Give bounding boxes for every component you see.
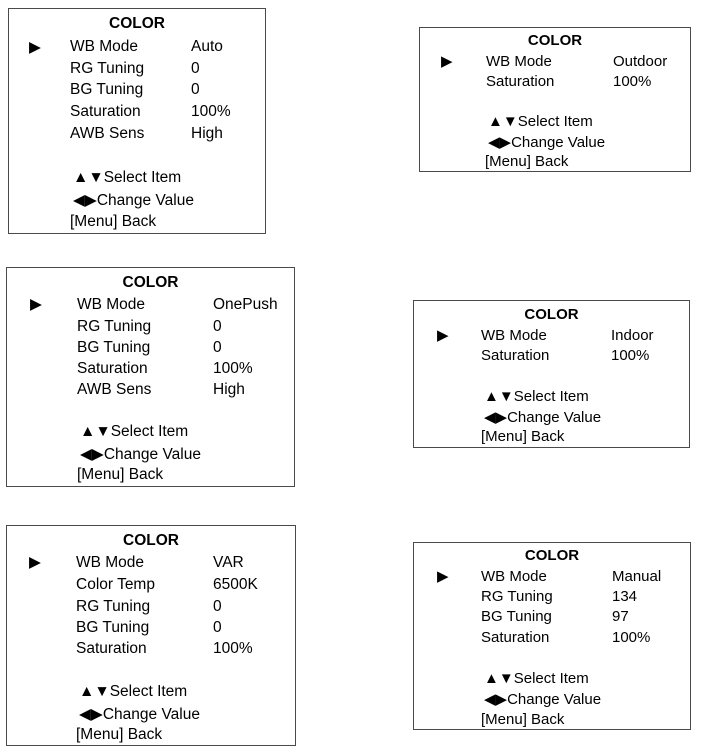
selection-cursor-icon: ▶ — [29, 39, 41, 56]
hint-text: Change Value — [507, 691, 602, 708]
hint-menu-back: [Menu] Back — [70, 213, 157, 230]
row-label: Saturation — [70, 103, 141, 120]
hint-change-value — [80, 445, 201, 464]
row-value: Auto — [191, 38, 223, 55]
menu-title: COLOR — [527, 32, 583, 49]
up-arrow-icon: ▲ — [73, 169, 89, 186]
up-arrow-icon: ▲ — [488, 113, 503, 130]
hint-menu-back: [Menu] Back — [77, 466, 164, 483]
row-label: Saturation — [76, 640, 147, 657]
row-value: 100% — [611, 347, 650, 364]
hint-change-value — [484, 690, 601, 708]
hint-text: Change Value — [96, 192, 194, 209]
down-arrow-icon: ▼ — [94, 683, 110, 700]
row-label: RG Tuning — [76, 598, 151, 615]
selection-cursor-icon: ▶ — [29, 554, 41, 571]
right-arrow-icon: ▶ — [84, 192, 97, 209]
row-value: 0 — [213, 619, 222, 636]
row-label: BG Tuning — [76, 619, 150, 636]
selection-cursor-icon: ▶ — [437, 327, 449, 344]
up-arrow-icon: ▲ — [484, 670, 499, 687]
row-label: WB Mode — [77, 296, 146, 313]
hint-text: Select Item — [517, 113, 593, 130]
selection-cursor-icon: ▶ — [30, 296, 42, 313]
row-value: 134 — [612, 588, 638, 605]
hint-select-item — [488, 113, 593, 130]
row-label: AWB Sens — [70, 125, 145, 142]
row-label: WB Mode — [70, 38, 139, 55]
hint-select-item — [484, 388, 589, 405]
right-arrow-icon: ▶ — [90, 706, 103, 723]
hint-text: Select Item — [513, 670, 589, 687]
row-value: Manual — [612, 568, 662, 585]
hint-text: Change Value — [102, 706, 200, 723]
color-menu-indoor — [413, 300, 690, 448]
row-label: AWB Sens — [77, 381, 152, 398]
left-arrow-icon: ◀ — [79, 706, 91, 723]
right-arrow-icon: ▶ — [495, 691, 508, 708]
row-value: 100% — [213, 640, 253, 657]
hint-select-item — [484, 670, 589, 687]
selection-cursor-icon: ▶ — [441, 53, 453, 70]
menu-title: COLOR — [122, 274, 179, 291]
row-label: Color Temp — [76, 576, 155, 593]
left-arrow-icon: ◀ — [484, 691, 496, 708]
right-arrow-icon: ▶ — [495, 409, 508, 426]
row-value: Outdoor — [613, 53, 668, 70]
left-arrow-icon: ◀ — [488, 134, 500, 151]
down-arrow-icon: ▼ — [95, 423, 111, 440]
menu-title: COLOR — [524, 547, 580, 564]
down-arrow-icon: ▼ — [498, 388, 514, 405]
row-value: Indoor — [611, 327, 654, 344]
row-value: High — [191, 125, 223, 142]
menu-title: COLOR — [123, 532, 179, 549]
row-label: Saturation — [481, 347, 550, 364]
row-label: BG Tuning — [70, 81, 144, 98]
row-label: Saturation — [77, 360, 148, 377]
row-label: WB Mode — [76, 554, 145, 571]
color-menu-manual — [413, 542, 691, 730]
hint-select-item — [80, 423, 188, 441]
row-label: BG Tuning — [481, 608, 552, 625]
row-value: 0 — [213, 318, 222, 335]
left-arrow-icon: ◀ — [484, 409, 496, 426]
row-value: High — [213, 381, 245, 398]
row-value: 100% — [613, 73, 652, 90]
row-label: Saturation — [481, 629, 550, 646]
hint-menu-back: [Menu] Back — [76, 726, 163, 743]
left-arrow-icon: ◀ — [80, 446, 92, 463]
row-label: RG Tuning — [70, 60, 145, 77]
hint-text: Change Value — [507, 409, 602, 426]
hint-change-value — [79, 705, 200, 724]
down-arrow-icon: ▼ — [498, 670, 514, 687]
hint-text: Change Value — [511, 134, 606, 151]
menu-title: COLOR — [109, 15, 165, 32]
row-label: BG Tuning — [77, 339, 151, 356]
down-arrow-icon: ▼ — [88, 169, 104, 186]
color-menu-var — [6, 525, 296, 746]
hint-change-value — [73, 191, 194, 210]
row-label: WB Mode — [481, 327, 547, 344]
row-value: 0 — [213, 598, 222, 615]
row-value: 6500K — [213, 576, 258, 593]
row-label: RG Tuning — [481, 588, 553, 605]
row-value: 0 — [191, 60, 200, 77]
hint-text: Select Item — [110, 423, 189, 440]
up-arrow-icon: ▲ — [80, 423, 96, 440]
color-menu-outdoor — [419, 27, 691, 172]
row-value: 0 — [213, 339, 222, 356]
selection-cursor-icon: ▶ — [437, 568, 449, 585]
row-label: RG Tuning — [77, 318, 152, 335]
hint-select-item — [79, 683, 187, 701]
right-arrow-icon: ▶ — [91, 446, 104, 463]
row-value: VAR — [213, 554, 244, 571]
up-arrow-icon: ▲ — [79, 683, 95, 700]
row-value: 97 — [612, 608, 629, 625]
row-value: 100% — [213, 360, 253, 377]
row-value: OnePush — [213, 296, 278, 313]
hint-text: Select Item — [513, 388, 589, 405]
hint-menu-back: [Menu] Back — [485, 153, 569, 170]
left-arrow-icon: ◀ — [73, 192, 85, 209]
row-label: Saturation — [486, 73, 555, 90]
row-label: WB Mode — [481, 568, 547, 585]
hint-select-item — [73, 169, 181, 187]
hint-text: Change Value — [103, 446, 201, 463]
hint-text: Select Item — [109, 683, 188, 700]
right-arrow-icon: ▶ — [499, 134, 512, 151]
down-arrow-icon: ▼ — [502, 113, 518, 130]
row-value: 100% — [612, 629, 651, 646]
row-value: 0 — [191, 81, 200, 98]
menu-title: COLOR — [524, 306, 579, 323]
row-label: WB Mode — [486, 53, 552, 70]
hint-change-value — [484, 408, 601, 426]
hint-text: Select Item — [103, 169, 182, 186]
color-menu-onepush — [6, 267, 295, 487]
hint-menu-back: [Menu] Back — [481, 428, 565, 445]
row-value: 100% — [191, 103, 231, 120]
hint-menu-back: [Menu] Back — [481, 711, 565, 728]
up-arrow-icon: ▲ — [484, 388, 499, 405]
color-menu-auto — [8, 8, 266, 234]
hint-change-value — [488, 133, 605, 151]
